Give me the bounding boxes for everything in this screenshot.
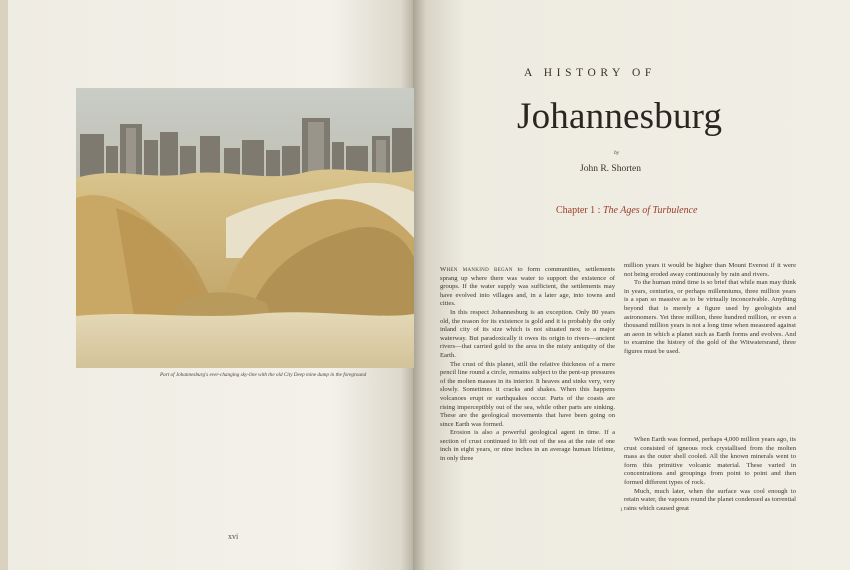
- skyline-photo-illustration: [76, 88, 414, 368]
- paragraph: Much, much later, when the surface was cool enough to retain water, the vapours round the planet condensed as torrential rains which caused great: [624, 487, 796, 512]
- byline-by: by: [614, 150, 620, 156]
- page-number-right: 1: [620, 508, 623, 513]
- text-column-1: [440, 266, 615, 464]
- author-name: John R. Shorten: [580, 164, 641, 174]
- paragraph: To the human mind time is so brief that while man may think in years, centuries, or perhaps millenniums, three million years is a span so massive as to be virtually inconceivable. Anything beyond that is merely a figure used by geologists and astronomers. Yet three million, three hundred million, or even a thousand million years is not a long time when measured against an aeon in which a planet such as Earth forms and evolves. And to examine the history of the gold of the Witwatersrand, three figures must be used.: [624, 279, 796, 355]
- paragraph-text: to form communities, settlements sprang up where there was water to support the existence of groups. If the water supply was sufficient, the settlements may have evolved into villages and, in a later age, into towns and cities.: [440, 266, 615, 308]
- text-column-2: [624, 262, 796, 357]
- paragraph: The crust of this planet, still the relative thickness of a mere pencil line round a circle, remains subject to the pent-up pressures of the molten masses in its interior. It heaves and sinks very, very slowly. Sometimes it cracks and shakes. When this happens volcanoes erupt or earthquakes occur. Parts of the coasts are rising imperceptibly out of the sea, while other parts are sinking. These are the geological movements that have been going on since Earth was formed.: [440, 360, 615, 428]
- page-title: Johannesburg: [517, 96, 723, 137]
- paragraph: In this respect Johannesburg is an exception. Only 80 years old, the reason for its existence is gold and it is probably the only inland city of its size which is not situated next to a major waterway. But paradoxically it owes its origin to rivers—ancient rivers—that carried gold to the area in the misty antiquity of the Earth.: [440, 308, 615, 359]
- skyline-photo: [76, 88, 414, 368]
- page-number-left: xvi: [228, 532, 239, 541]
- chapter-heading: [556, 205, 697, 216]
- photo-caption: Part of Johannesburg's ever-changing sky-line with the old City Deep mine dump in the foreground: [160, 372, 367, 378]
- lead-smallcaps: When mankind began: [440, 266, 513, 273]
- paragraph: When Earth was formed, perhaps 4,000 million years ago, its crust consisted of igneous rock crystallised from the molten mass as the outer shell cooled. All the known minerals went to form this primitive volcanic material. These varied in concentrations and groupings from point to point and then formed different types of rock.: [624, 436, 796, 486]
- text-column-2-section-2: [624, 436, 796, 513]
- chapter-label: Chapter 1 :: [556, 205, 601, 216]
- chapter-subtitle: The Ages of Turbulence: [602, 205, 698, 216]
- series-title: A HISTORY OF: [524, 67, 656, 79]
- paragraph: [440, 266, 615, 309]
- paragraph: Erosion is also a powerful geological agent in time. If a section of crust continued to lift out of the sea at the rate of one inch in eight years, or nine inches in an average human lifetime, in only three: [440, 429, 615, 463]
- paragraph: million years it would be higher than Mount Everest if it were not being eroded away continuously by rain and rivers.: [624, 262, 796, 278]
